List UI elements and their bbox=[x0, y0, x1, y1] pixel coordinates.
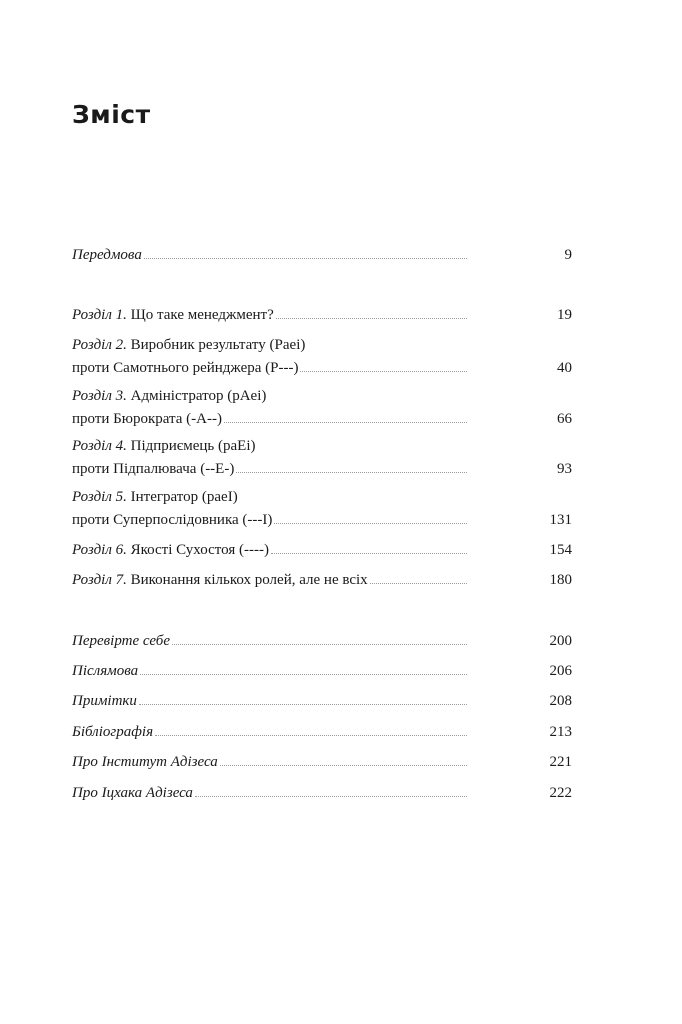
toc-page-number: 19 bbox=[557, 307, 572, 323]
page-title: Зміст bbox=[72, 100, 151, 129]
toc-entry-foreword[interactable] bbox=[72, 243, 572, 265]
toc-label: Бібліографія bbox=[72, 724, 154, 740]
toc-title-continued: проти Самотнього рейнджера (P---) bbox=[72, 360, 299, 376]
toc-entry-chapter-7[interactable] bbox=[72, 568, 572, 590]
toc-label: Про Іцхака Адізеса bbox=[72, 785, 193, 801]
toc-label: Розділ 1. bbox=[72, 307, 127, 323]
toc-title: Підприємець (paEi) bbox=[126, 438, 256, 454]
toc-page-number: 66 bbox=[557, 411, 572, 427]
toc-title: Виконання кількох ролей, але не всіх bbox=[126, 572, 368, 588]
toc-entry-chapter-3[interactable] bbox=[72, 385, 572, 429]
toc-page-number: 221 bbox=[549, 754, 572, 770]
dot-leader bbox=[271, 553, 467, 554]
toc-label: Розділ 5. bbox=[72, 489, 127, 505]
toc-label: Перевірте себе bbox=[72, 633, 170, 649]
toc-entry-chapter-5[interactable] bbox=[72, 486, 572, 530]
dot-leader bbox=[155, 735, 467, 736]
toc-title-continued: проти Підпалювача (--E-) bbox=[72, 461, 235, 477]
toc-page-number: 9 bbox=[564, 247, 572, 263]
toc-label: Передмова bbox=[72, 247, 142, 263]
dot-leader bbox=[300, 371, 467, 372]
toc-entry-chapter-2[interactable] bbox=[72, 334, 572, 378]
toc-label: Розділ 3. bbox=[72, 388, 127, 404]
toc-page-number: 206 bbox=[549, 663, 572, 679]
toc-entry-chapter-1[interactable] bbox=[72, 303, 572, 325]
toc-title-continued: проти Суперпослідовника (---I) bbox=[72, 512, 273, 528]
toc-entry-about-institute[interactable] bbox=[72, 750, 572, 772]
toc-label: Розділ 4. bbox=[72, 438, 127, 454]
toc-page-number: 93 bbox=[557, 461, 572, 477]
toc-title: Що таке менеджмент? bbox=[126, 307, 274, 323]
toc-label: Розділ 6. bbox=[72, 542, 127, 558]
dot-leader bbox=[139, 704, 467, 705]
dot-leader bbox=[370, 583, 467, 584]
toc-entry-bibliography[interactable] bbox=[72, 720, 572, 742]
dot-leader bbox=[140, 674, 467, 675]
dot-leader bbox=[195, 796, 467, 797]
toc-page-number: 40 bbox=[557, 360, 572, 376]
toc-label: Примітки bbox=[72, 693, 137, 709]
toc-page-number: 213 bbox=[549, 724, 572, 740]
toc-label: Про Інститут Адізеса bbox=[72, 754, 218, 770]
toc-title: Виробник результату (Paei) bbox=[126, 337, 306, 353]
toc-title-continued: проти Бюрократа (-A--) bbox=[72, 411, 222, 427]
dot-leader bbox=[220, 765, 467, 766]
dot-leader bbox=[172, 644, 467, 645]
toc-page-number: 131 bbox=[549, 512, 572, 528]
toc-page-number: 222 bbox=[549, 785, 572, 801]
toc-title: Адміністратор (pAei) bbox=[126, 388, 267, 404]
dot-leader bbox=[274, 523, 467, 524]
toc-title: Якості Сухостоя (----) bbox=[126, 542, 269, 558]
toc-label: Розділ 7. bbox=[72, 572, 127, 588]
toc-label: Післямова bbox=[72, 663, 139, 679]
dot-leader bbox=[276, 318, 467, 319]
toc-page-number: 208 bbox=[549, 693, 572, 709]
toc-entry-afterword[interactable] bbox=[72, 659, 572, 681]
dot-leader bbox=[224, 422, 467, 423]
toc-entry-about-author[interactable] bbox=[72, 781, 572, 803]
toc-title: Інтегратор (paeI) bbox=[126, 489, 238, 505]
dot-leader bbox=[144, 258, 467, 259]
toc-entry-self-test[interactable] bbox=[72, 629, 572, 651]
toc-entry-notes[interactable] bbox=[72, 689, 572, 711]
dot-leader bbox=[236, 472, 467, 473]
toc-page-number: 154 bbox=[549, 542, 572, 558]
toc-page-number: 200 bbox=[549, 633, 572, 649]
toc-page-number: 180 bbox=[549, 572, 572, 588]
toc-entry-chapter-4[interactable] bbox=[72, 435, 572, 479]
toc-entry-chapter-6[interactable] bbox=[72, 538, 572, 560]
toc-label: Розділ 2. bbox=[72, 337, 127, 353]
